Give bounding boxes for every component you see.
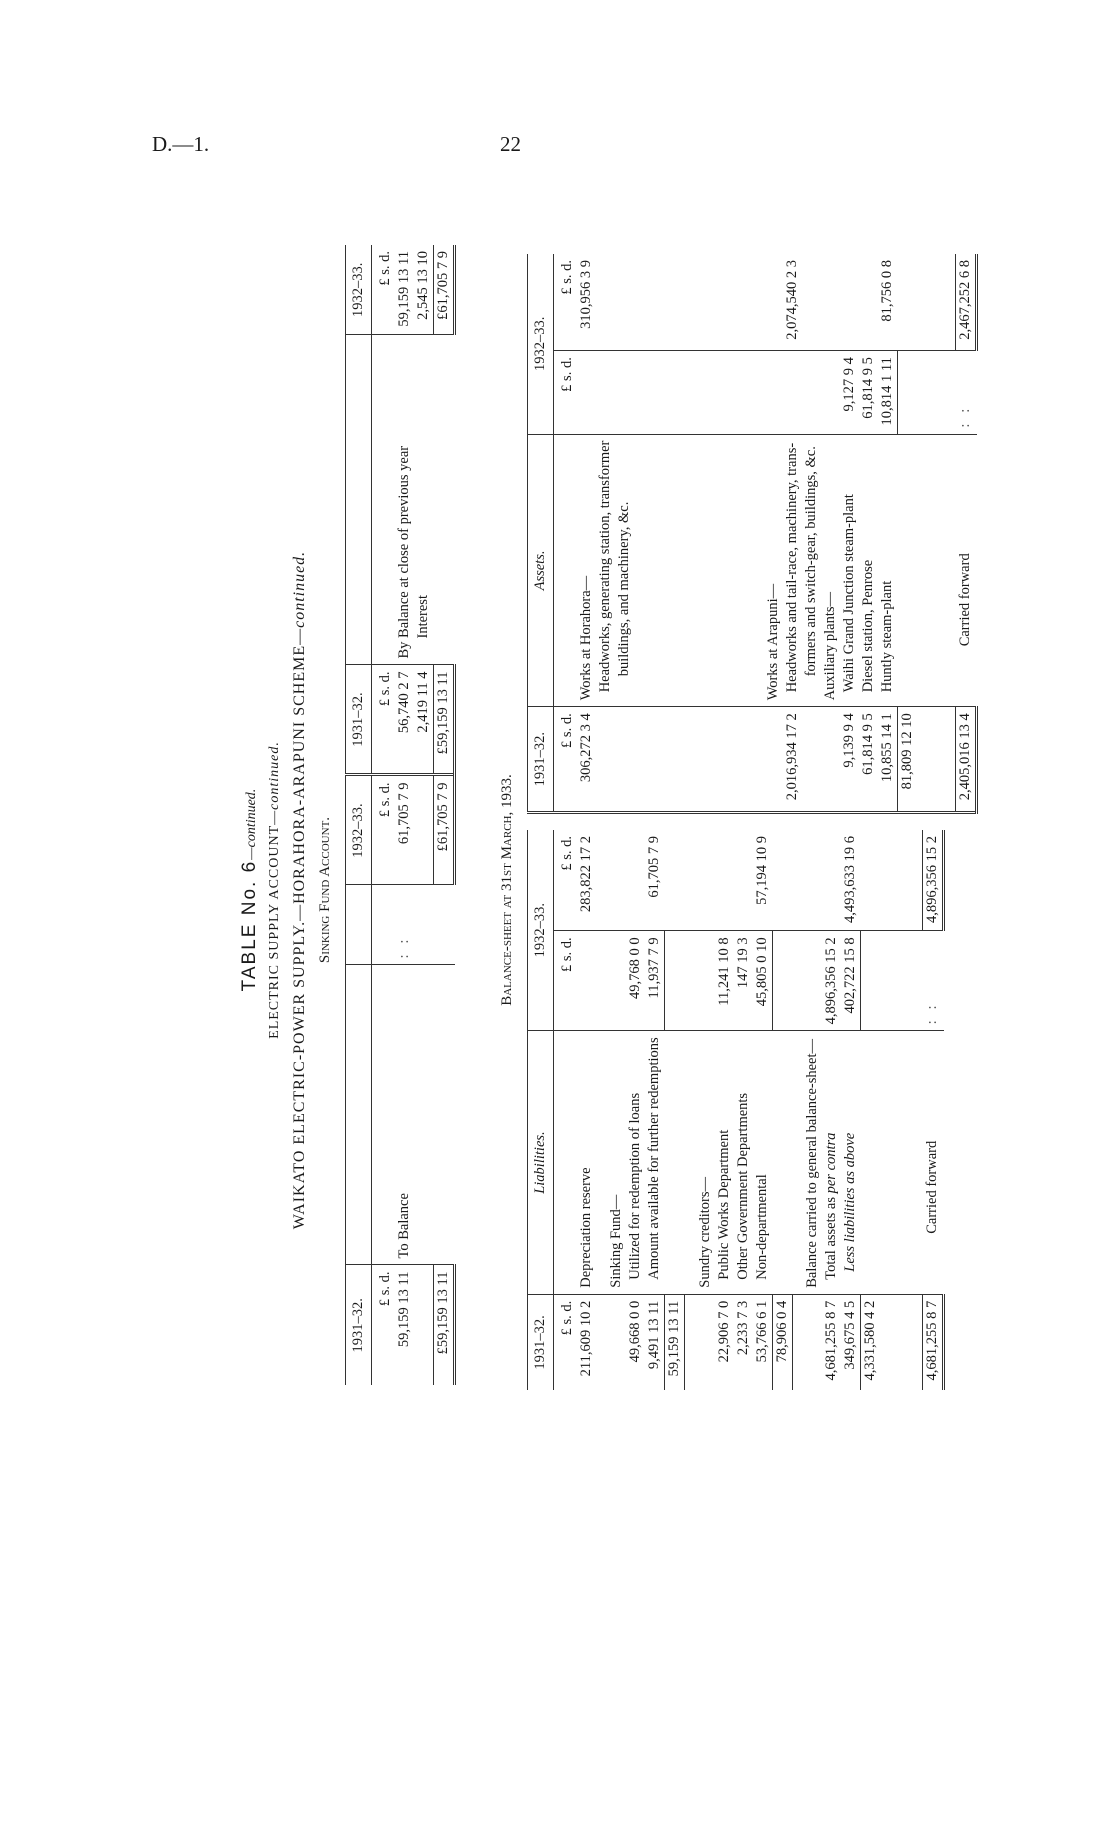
table-number-title bbox=[239, 90, 261, 1690]
liab-carried-3132: 4,681,255 8 7 bbox=[923, 1294, 944, 1390]
liabilities-table: 1931–32. Liabilities. 1932–33. £ s. d. £ s. d. £ s. d. 211,609 10 2 Depreciation reserve 283,822 17 2 Sinking Fund— 49,668 0 0 Utilized for redemption of loans 49,768 0 0 9,491 13 11 Amount available for further redemptions 11,937 7 9 61,705 7 9 59,159 13 11 Sundry creditors— 22,906 7 0 Public Works Department 11,241 10 8 2,233 7 3 Other Government Departments 147 19 3 53,766 6 1 Non-departmental 45,805 0 10 57,194 10 9 78,906 0 4 Balance carried to general balance-sheet— 4,681,255 8 7 Total assets as per contra 4,896,356 15 2 349,675 4 5 Less liabilities as above 402,722 15 8 4,493,633 19 6 4,331,580 4 2 4,681,255 8 7 Carried forward : : 4,896,356 15 2 bbox=[527, 830, 945, 1390]
account-suffix: continued. bbox=[267, 741, 282, 810]
huntly-3233: 10,814 1 11 bbox=[878, 351, 898, 434]
net-3233: 4,493,633 19 6 bbox=[841, 830, 861, 931]
pwd-3233: 11,241 10 8 bbox=[715, 931, 734, 1031]
sf-units: £ s. d. bbox=[372, 775, 396, 885]
ar-works-label-1: Headworks and tail-race, machinery, trans- bbox=[783, 434, 802, 707]
penrose-label: Diesel station, Penrose bbox=[859, 434, 878, 707]
non-dept-3233: 45,805 0 10 bbox=[753, 931, 773, 1031]
pwd-3132: 22,906 7 0 bbox=[715, 1300, 732, 1363]
scheme-title bbox=[291, 90, 309, 1690]
total-assets-3132: 4,681,255 8 7 bbox=[823, 1300, 839, 1381]
page-header-left: D.—1. bbox=[152, 132, 210, 156]
sf-units: £ s. d. bbox=[377, 1271, 393, 1307]
liab-units: £ s. d. bbox=[554, 830, 578, 931]
arapuni-heading: Works at Arapuni— bbox=[764, 434, 783, 707]
hh-works-3132: 306,272 3 4 bbox=[578, 713, 594, 783]
other-gov-3233: 147 19 3 bbox=[734, 931, 753, 1031]
carried-general-heading: Balance carried to general balance-sheet— bbox=[792, 1031, 822, 1294]
balance-sheet-title: Balance-sheet at 31st March, 1933. bbox=[499, 774, 515, 1006]
waihi-3132: 9,139 9 4 bbox=[841, 713, 857, 768]
horahora-heading: Works at Horahora— bbox=[577, 434, 596, 707]
assets-year-b: 1932–33. bbox=[528, 254, 554, 434]
sf-year-left-b: 1932–33. bbox=[346, 775, 372, 885]
account-name: ELECTRIC SUPPLY ACCOUNT— bbox=[267, 809, 282, 1039]
sf-interest-label: Interest bbox=[414, 335, 434, 665]
account-title bbox=[267, 90, 283, 1690]
pwd-label: Public Works Department bbox=[715, 1031, 734, 1294]
sf-year-right-b: 1932–33. bbox=[346, 245, 372, 335]
other-gov-label: Other Government Departments bbox=[734, 1031, 753, 1294]
sf-units: £ s. d. bbox=[372, 665, 396, 775]
table-number-suffix: —continued. bbox=[244, 788, 259, 860]
sf-interest-3233: 2,545 13 10 bbox=[414, 245, 434, 335]
liab-carried-label: Carried forward bbox=[923, 1031, 944, 1294]
ar-works-label-2: formers and switch-gear, buildings, &c. bbox=[802, 434, 821, 707]
total-assets-label bbox=[822, 1031, 841, 1294]
sf-by-balance-3233: 59,159 13 11 bbox=[395, 245, 414, 335]
assets-year-a: 1931–32. bbox=[528, 707, 554, 813]
creditors-heading: Sundry creditors— bbox=[685, 1031, 715, 1294]
waihi-label: Waihi Grand Junction steam-plant bbox=[840, 434, 859, 707]
sf-year-right-a: 1931–32. bbox=[346, 665, 372, 775]
sf-by-balance-3132: 56,740 2 7 bbox=[395, 665, 414, 775]
non-dept-3132: 53,766 6 1 bbox=[753, 1294, 773, 1390]
depreciation-3132: 211,609 10 2 bbox=[578, 1300, 594, 1377]
less-liab-3233: 402,722 15 8 bbox=[841, 931, 861, 1031]
utilized-3233: 49,768 0 0 bbox=[626, 931, 645, 1031]
sinking-fund-heading: Sinking Fund— bbox=[596, 1031, 626, 1294]
sf-total-right-3233: £61,705 7 9 bbox=[434, 245, 455, 335]
assets-carried-3132: 2,405,016 13 4 bbox=[956, 707, 977, 813]
less-liab-label: Less liabilities as above bbox=[841, 1031, 861, 1294]
liab-units: £ s. d. bbox=[554, 931, 578, 1031]
liab-year-a: 1931–32. bbox=[528, 1294, 554, 1390]
sinking-fund-table: 1931–32. 1932–33. 1931–32. 1932–33. £ s. d. £ s. d. £ s. d. £ s. d. 59,159 13 11 To Balance : : 61,705 7 9 56,740 2 7 By Balance at close of previous year 59,159 13 11 2,419 11 4 Interest 2,545 13 10 £59,159 13 11 £61,705 7 9 £59,159 13 11 £61,705 7 9 bbox=[345, 245, 456, 1385]
sf-to-balance-3132: 59,159 13 11 bbox=[396, 1271, 412, 1348]
depreciation-label: Depreciation reserve bbox=[577, 1031, 596, 1294]
liab-year-b: 1932–33. bbox=[528, 830, 554, 1031]
sf-to-balance-3233: 61,705 7 9 bbox=[395, 775, 414, 885]
liabilities-heading: Liabilities. bbox=[528, 1031, 554, 1294]
assets-units: £ s. d. bbox=[559, 713, 575, 748]
ar-works-3233: 2,074,540 2 3 bbox=[783, 254, 802, 351]
available-3132: 9,491 13 11 bbox=[645, 1294, 665, 1390]
ar-works-3132: 2,016,934 17 2 bbox=[784, 713, 800, 801]
total-assets-3233: 4,896,356 15 2 bbox=[822, 931, 841, 1031]
sf-total-right-3132: £59,159 13 11 bbox=[434, 665, 455, 775]
sf-total-left-3132: £59,159 13 11 bbox=[434, 1265, 455, 1385]
depreciation-3233: 283,822 17 2 bbox=[577, 830, 596, 931]
sf-total-left-3233: £61,705 7 9 bbox=[434, 775, 455, 885]
huntly-3132: 10,855 14 1 bbox=[878, 707, 898, 813]
aux-heading: Auxiliary plants— bbox=[821, 434, 840, 707]
scheme-suffix: continued. bbox=[291, 550, 308, 628]
hh-works-3233: 310,956 3 9 bbox=[577, 254, 596, 351]
net-3132: 4,331,580 4 2 bbox=[862, 1300, 878, 1381]
hh-works-label-1: Headworks, generating station, transformer bbox=[596, 434, 615, 707]
available-3233: 11,937 7 9 bbox=[645, 931, 665, 1031]
available-label: Amount available for further redemptions bbox=[645, 1031, 665, 1294]
assets-table: 1931–32. Assets. 1932–33. £ s. d. £ s. d. £ s. d. 306,272 3 4 Works at Horahora— 310,956 3 9 Headworks, generating station, transformer buildings, and machinery, &c. Works at Arapuni— 2,016,934 17 2 Headworks and tail-race, machinery, trans- 2,074,540 2 3 formers and switch-gear, buildings, &c. Auxiliary plants— 9,139 9 4 Waihi Grand Junction steam-plant 9,127 9 4 61,814 9 5 Diesel station, Penrose 61,814 9 5 10,855 14 1 Huntly steam-plant 10,814 1 11 81,756 0 8 81,809 12 10 2,405,016 13 4 Carried forward : : 2,467,252 6 8 bbox=[527, 254, 978, 814]
penrose-3233: 61,814 9 5 bbox=[859, 351, 878, 434]
liab-carried-3233: 4,896,356 15 2 bbox=[923, 830, 944, 931]
waihi-3233: 9,127 9 4 bbox=[840, 351, 859, 434]
creditors-total-3132: 78,906 0 4 bbox=[772, 1294, 792, 1390]
aux-total-3233: 81,756 0 8 bbox=[878, 254, 898, 351]
huntly-label: Huntly steam-plant bbox=[878, 434, 898, 707]
page-number: 22 bbox=[500, 132, 521, 156]
non-dept-label: Non-departmental bbox=[753, 1031, 773, 1294]
assets-heading: Assets. bbox=[528, 434, 554, 707]
sf-to-balance-label: To Balance bbox=[395, 965, 414, 1265]
utilized-label: Utilized for redemption of loans bbox=[626, 1031, 645, 1294]
creditors-total-3233: 57,194 10 9 bbox=[753, 830, 773, 931]
table-number: TABLE No. 6 bbox=[239, 859, 260, 992]
total-assets-per-contra: per contra bbox=[823, 1132, 839, 1194]
sinking-total-3132: 59,159 13 11 bbox=[665, 1294, 685, 1390]
utilized-3132: 49,668 0 0 bbox=[627, 1300, 643, 1363]
less-liab-3132: 349,675 4 5 bbox=[841, 1294, 861, 1390]
total-assets-text: Total assets as bbox=[823, 1197, 839, 1280]
scheme-name: WAIKATO ELECTRIC-POWER SUPPLY.—HORAHORA-ARAPUNI SCHEME— bbox=[291, 627, 308, 1230]
sf-interest-3132: 2,419 11 4 bbox=[414, 665, 434, 775]
penrose-3132: 61,814 9 5 bbox=[860, 713, 876, 775]
hh-works-label-2: buildings, and machinery, &c. bbox=[615, 434, 634, 707]
assets-carried-label: Carried forward bbox=[956, 434, 977, 707]
assets-carried-3233: 2,467,252 6 8 bbox=[956, 254, 977, 351]
sinking-total-3233: 61,705 7 9 bbox=[645, 830, 665, 931]
sf-units: £ s. d. bbox=[372, 245, 396, 335]
sinking-fund-title: Sinking Fund Account. bbox=[317, 816, 333, 964]
liab-units: £ s. d. bbox=[559, 1300, 575, 1336]
assets-units: £ s. d. bbox=[554, 254, 578, 351]
assets-units: £ s. d. bbox=[554, 351, 578, 434]
aux-total-3132: 81,809 12 10 bbox=[899, 713, 915, 790]
sf-year-left-a: 1931–32. bbox=[346, 1265, 372, 1385]
sf-by-balance-label: By Balance at close of previous year bbox=[395, 335, 414, 665]
other-gov-3132: 2,233 7 3 bbox=[734, 1300, 751, 1356]
rotated-page-content bbox=[237, 90, 1097, 1690]
